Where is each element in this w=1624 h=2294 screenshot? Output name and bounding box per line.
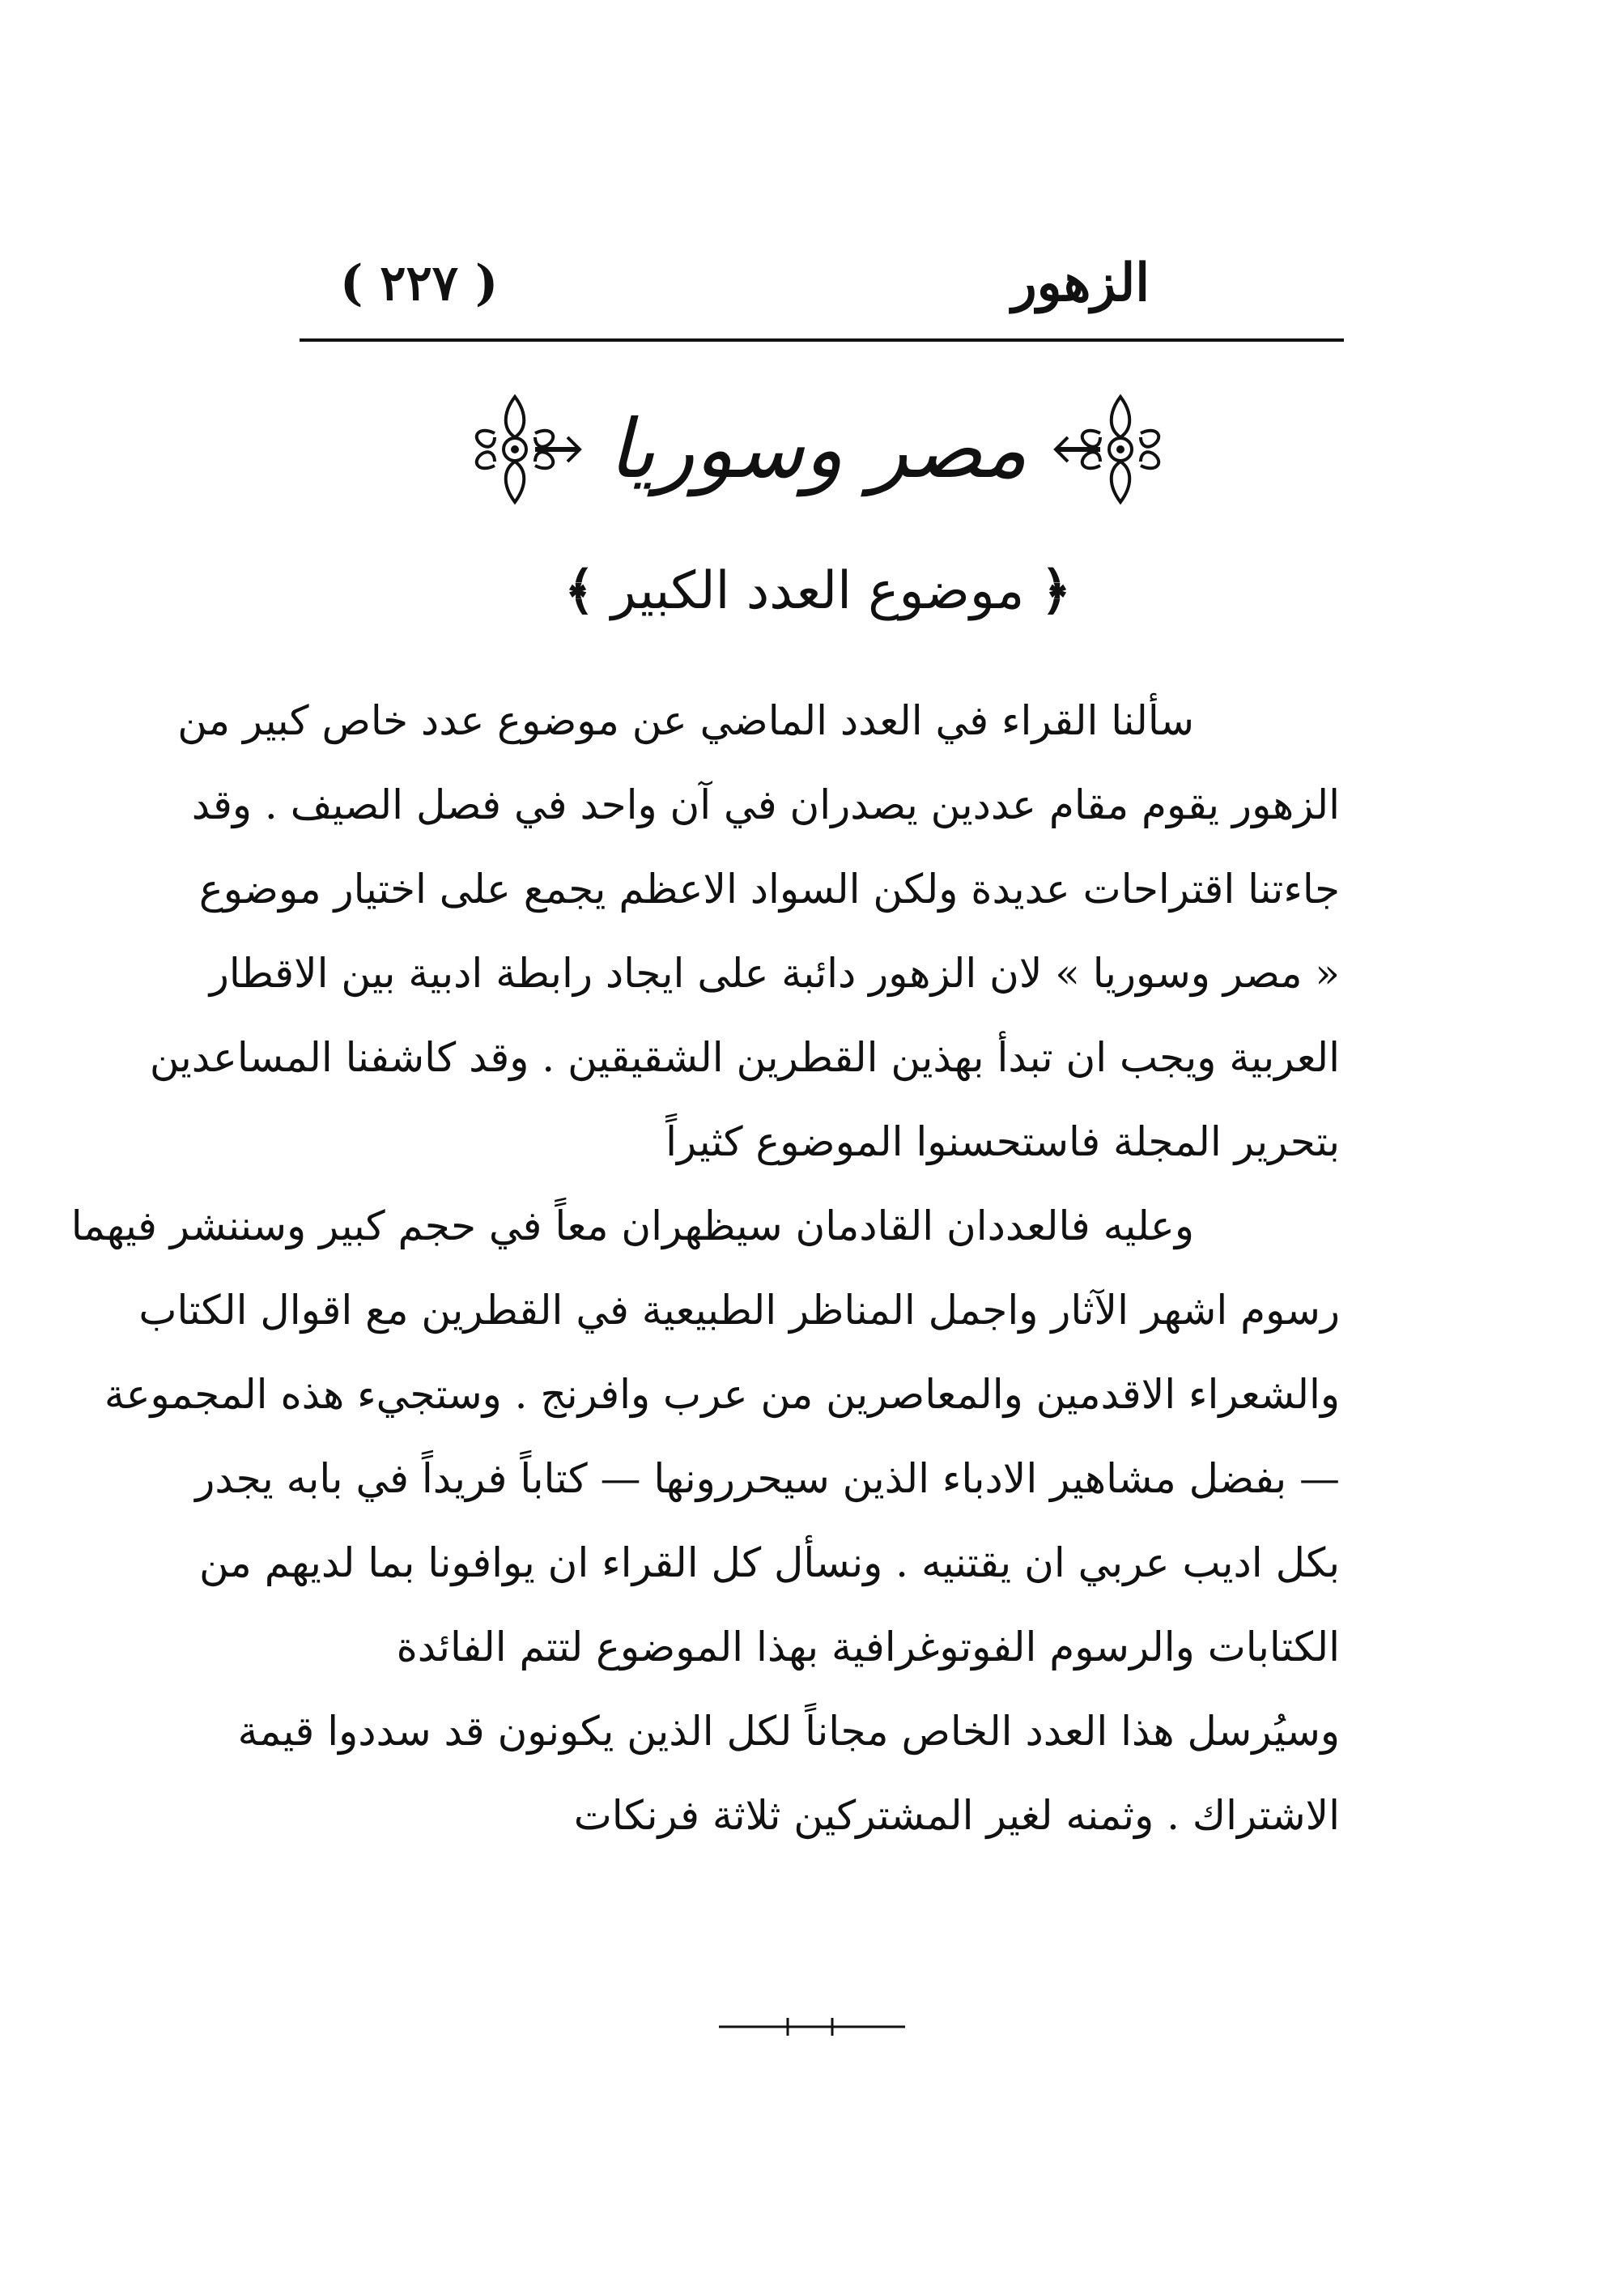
page-number: ( ٢٢٧ ) [340,255,499,312]
body-line: — بفضل مشاهير الادباء الذين سيحررونها — كتاباً فريداً في بابه يجدر [195,1455,1340,1502]
header-rule [300,338,1344,342]
subtitle-open-bracket: ﴿ [1040,560,1072,621]
running-header [300,243,1344,332]
article-title-row [453,381,1182,518]
body-line: الاشتراك . وثمنه لغير المشتركين ثلاثة فرنكات [573,1792,1340,1839]
body-line: العربية ويجب ان تبدأ بهذين القطرين الشقيقين . وقد كاشفنا المساعدين [149,1034,1340,1081]
body-line: بتحرير المجلة فاستحسنوا الموضوع كثيراً [665,1118,1340,1165]
article-body [70,679,1340,1858]
body-line: جاءتنا اقتراحات عديدة ولكن السواد الاعظم يجمع على اختيار موضوع [198,866,1340,913]
body-line: وسيُرسل هذا العدد الخاص مجاناً لكل الذين يكونون قد سددوا قيمة [237,1708,1340,1755]
section-end-ornament-icon [719,2015,905,2039]
body-line: والشعراء الاقدمين والمعاصرين من عرب وافرنج . وستجيء هذه المجموعة [104,1371,1340,1418]
left-ornament-icon [446,389,584,510]
right-ornament-icon [1052,389,1189,510]
body-line: الزهور يقوم مقام عددين يصدران في آن واحد في فصل الصيف . وقد [191,781,1340,828]
body-line: سألنا القراء في العدد الماضي عن موضوع عدد خاص كبير من [177,697,1194,744]
body-line: وعليه فالعددان القادمان سيظهران معاً في حجم كبير وسننشر فيهما [70,1202,1194,1249]
journal-title: الزهور [1011,253,1150,313]
body-line: الكتابات والرسوم الفوتوغرافية بهذا الموضوع لتتم الفائدة [396,1624,1340,1670]
article-subtitle [453,551,1182,632]
body-line: رسوم اشهر الآثار واجمل المناظر الطبيعية في القطرين مع اقوال الكتاب [138,1287,1340,1334]
subtitle-close-bracket: ﴾ [563,560,595,621]
body-line: « مصر وسوريا » لان الزهور دائبة على ايجاد رابطة ادبية بين الاقطار [209,950,1340,997]
article-title: مصر وسوريا [608,402,1027,496]
body-line: بكل اديب عربي ان يقتنيه . ونسأل كل القراء ان يوافونا بما لديهم من [198,1539,1340,1586]
subtitle-text: موضوع العدد الكبير [610,561,1025,621]
